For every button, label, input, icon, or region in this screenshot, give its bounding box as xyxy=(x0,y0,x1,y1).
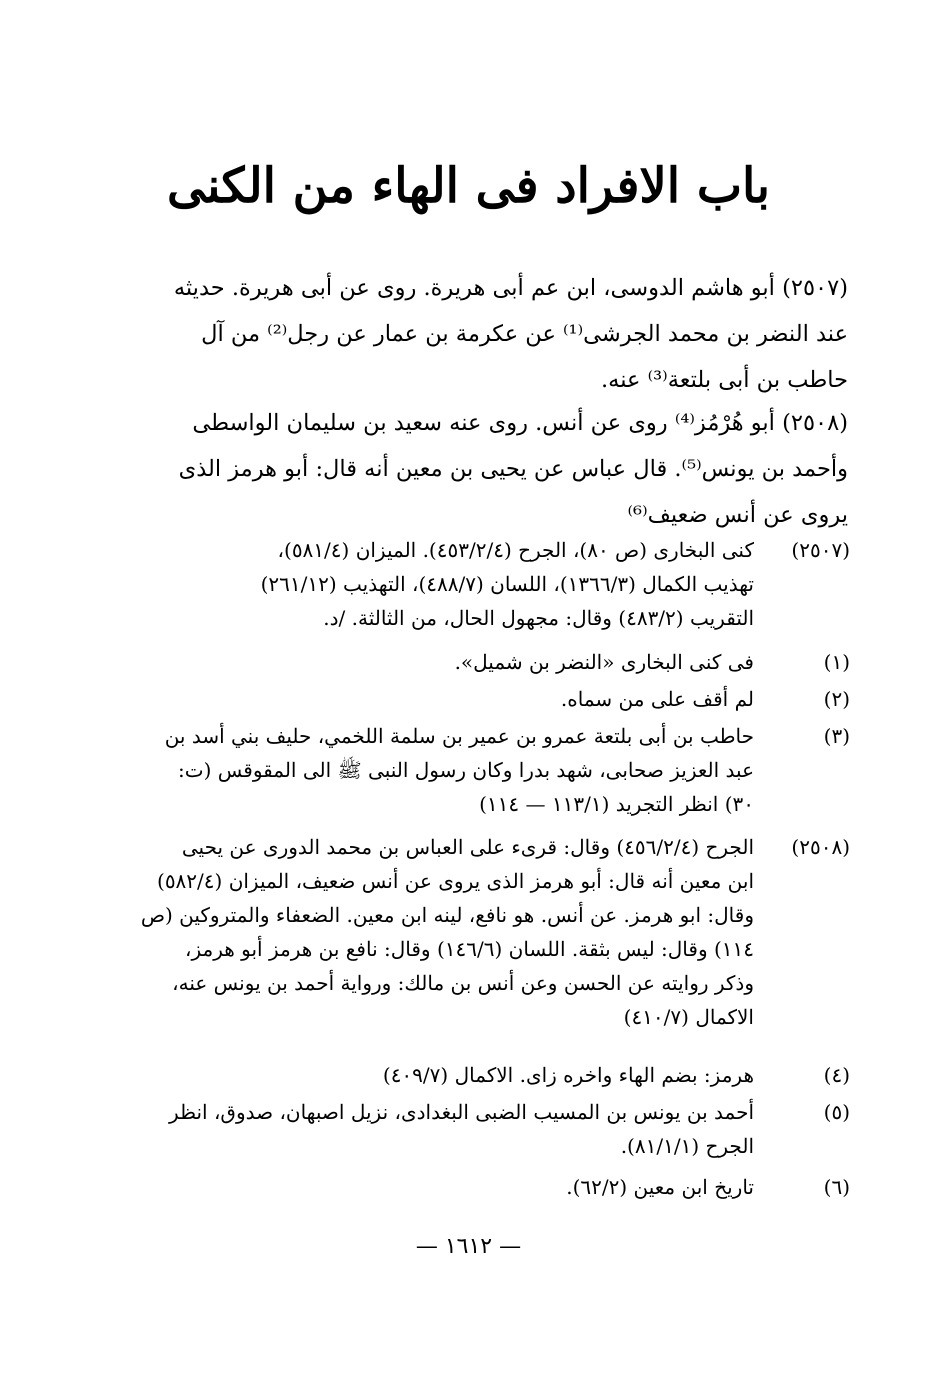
footnote-6 xyxy=(100,1170,850,1204)
footnote-number: (٢) xyxy=(823,687,850,711)
footnote-line: عبد العزيز صحابى، شهد بدرا وكان رسول النبى ﷺ الى المقوقس (ت: xyxy=(178,758,754,782)
footnote-line: التقريب (٤٨٣/٢) وقال: مجهول الحال، من الثالثة. /د. xyxy=(323,606,754,630)
footnote-number: (١) xyxy=(823,650,850,674)
footnote-number: (٦) xyxy=(823,1175,850,1199)
footnote-line: هرمز: بضم الهاء واخره زاى. الاكمال (٤٠٩/٧) xyxy=(382,1063,754,1087)
footnote-line: ٣٠) انظر التجريد (١١٣/١ — ١١٤) xyxy=(479,792,754,816)
footnote-number: (٣) xyxy=(823,724,850,748)
footnote-2507 xyxy=(100,533,850,635)
footnote-5 xyxy=(100,1095,850,1163)
entry-line: وأحمد بن يونس⁽⁵⁾. قال عباس عن يحيى بن معين أنه قال: أبو هرمز الذى xyxy=(178,456,848,482)
entry-2508 xyxy=(100,400,848,538)
chapter-title: باب الافراد فى الهاء من الكنى xyxy=(166,158,771,214)
footnote-2 xyxy=(100,682,850,716)
entry-line: (٢٥٠٧) أبو هاشم الدوسى، ابن عم أبى هريرة. روى عن أبى هريرة. حديثه xyxy=(173,275,848,301)
footnote-number: (٥) xyxy=(823,1100,850,1124)
footnote-line: كنى البخارى (ص ٨٠)، الجرح (٤٥٣/٢/٤). الميزان (٥٨١/٤)، xyxy=(277,538,754,562)
footnote-line: أحمد بن يونس بن المسيب الضبى البغدادى، نزيل اصبهان، صدوق، انظر xyxy=(169,1100,754,1124)
footnote-line: الجرح (٨١/١/١). xyxy=(620,1134,754,1158)
footnote-line: ابن معين أنه قال: أبو هرمز الذى يروى عن أنس ضعيف، الميزان (٥٨٢/٤) xyxy=(157,869,754,893)
entry-line: (٢٥٠٨) أبو هُرْمُز⁽⁴⁾ روى عن أنس. روى عنه سعيد بن سليمان الواسطى xyxy=(192,410,848,436)
footnote-line: وذكر روايته عن الحسن وعن أنس بن مالك: ورواية أحمد بن يونس عنه، xyxy=(172,971,754,995)
footnote-4 xyxy=(100,1058,850,1092)
footnote-number: (٢٥٠٧) xyxy=(791,538,850,562)
footnote-line: لم أقف على من سماه. xyxy=(560,687,754,711)
entry-line: يروى عن أنس ضعيف⁽⁶⁾ xyxy=(627,502,848,528)
entry-2507 xyxy=(100,265,848,403)
footnote-line: فى كنى البخارى «النضر بن شميل». xyxy=(454,650,754,674)
footnote-number: (٢٥٠٨) xyxy=(791,835,850,859)
footnote-line: ١١٤) وقال: ليس بثقة. اللسان (١٤٦/٦) وقال: نافع بن هرمز أبو هرمز، xyxy=(184,937,754,961)
footnote-line: تاريخ ابن معين (٦٢/٢). xyxy=(566,1175,754,1199)
footnote-line: حاطب بن أبى بلتعة عمرو بن عمير بن سلمة اللخمي، حليف بني أسد بن xyxy=(164,724,754,748)
entry-line: عند النضر بن محمد الجرشى⁽¹⁾ عن عكرمة بن عمار عن رجل⁽²⁾ من آل xyxy=(201,321,848,347)
footnote-1 xyxy=(100,645,850,679)
footnote-line: الاكمال (٤١٠/٧) xyxy=(623,1005,754,1029)
footnote-line: وقال: ابو هرمز. عن أنس. هو نافع، لينه ابن معين. الضعفاء والمتروكين (ص xyxy=(140,903,754,927)
footnote-2508 xyxy=(100,830,850,1034)
page-number: — ١٦١٢ — xyxy=(415,1234,522,1259)
footnote-3 xyxy=(100,719,850,821)
footnote-number: (٤) xyxy=(823,1063,850,1087)
footnote-line: تهذيب الكمال (١٣٦٦/٣)، اللسان (٤٨٨/٧)، التهذيب (٢٦١/١٢) xyxy=(260,572,754,596)
footnote-line: الجرح (٤٥٦/٢/٤) وقال: قرىء على العباس بن محمد الدورى عن يحيى xyxy=(181,835,754,859)
entry-line: حاطب بن أبى بلتعة⁽³⁾ عنه. xyxy=(601,367,848,393)
